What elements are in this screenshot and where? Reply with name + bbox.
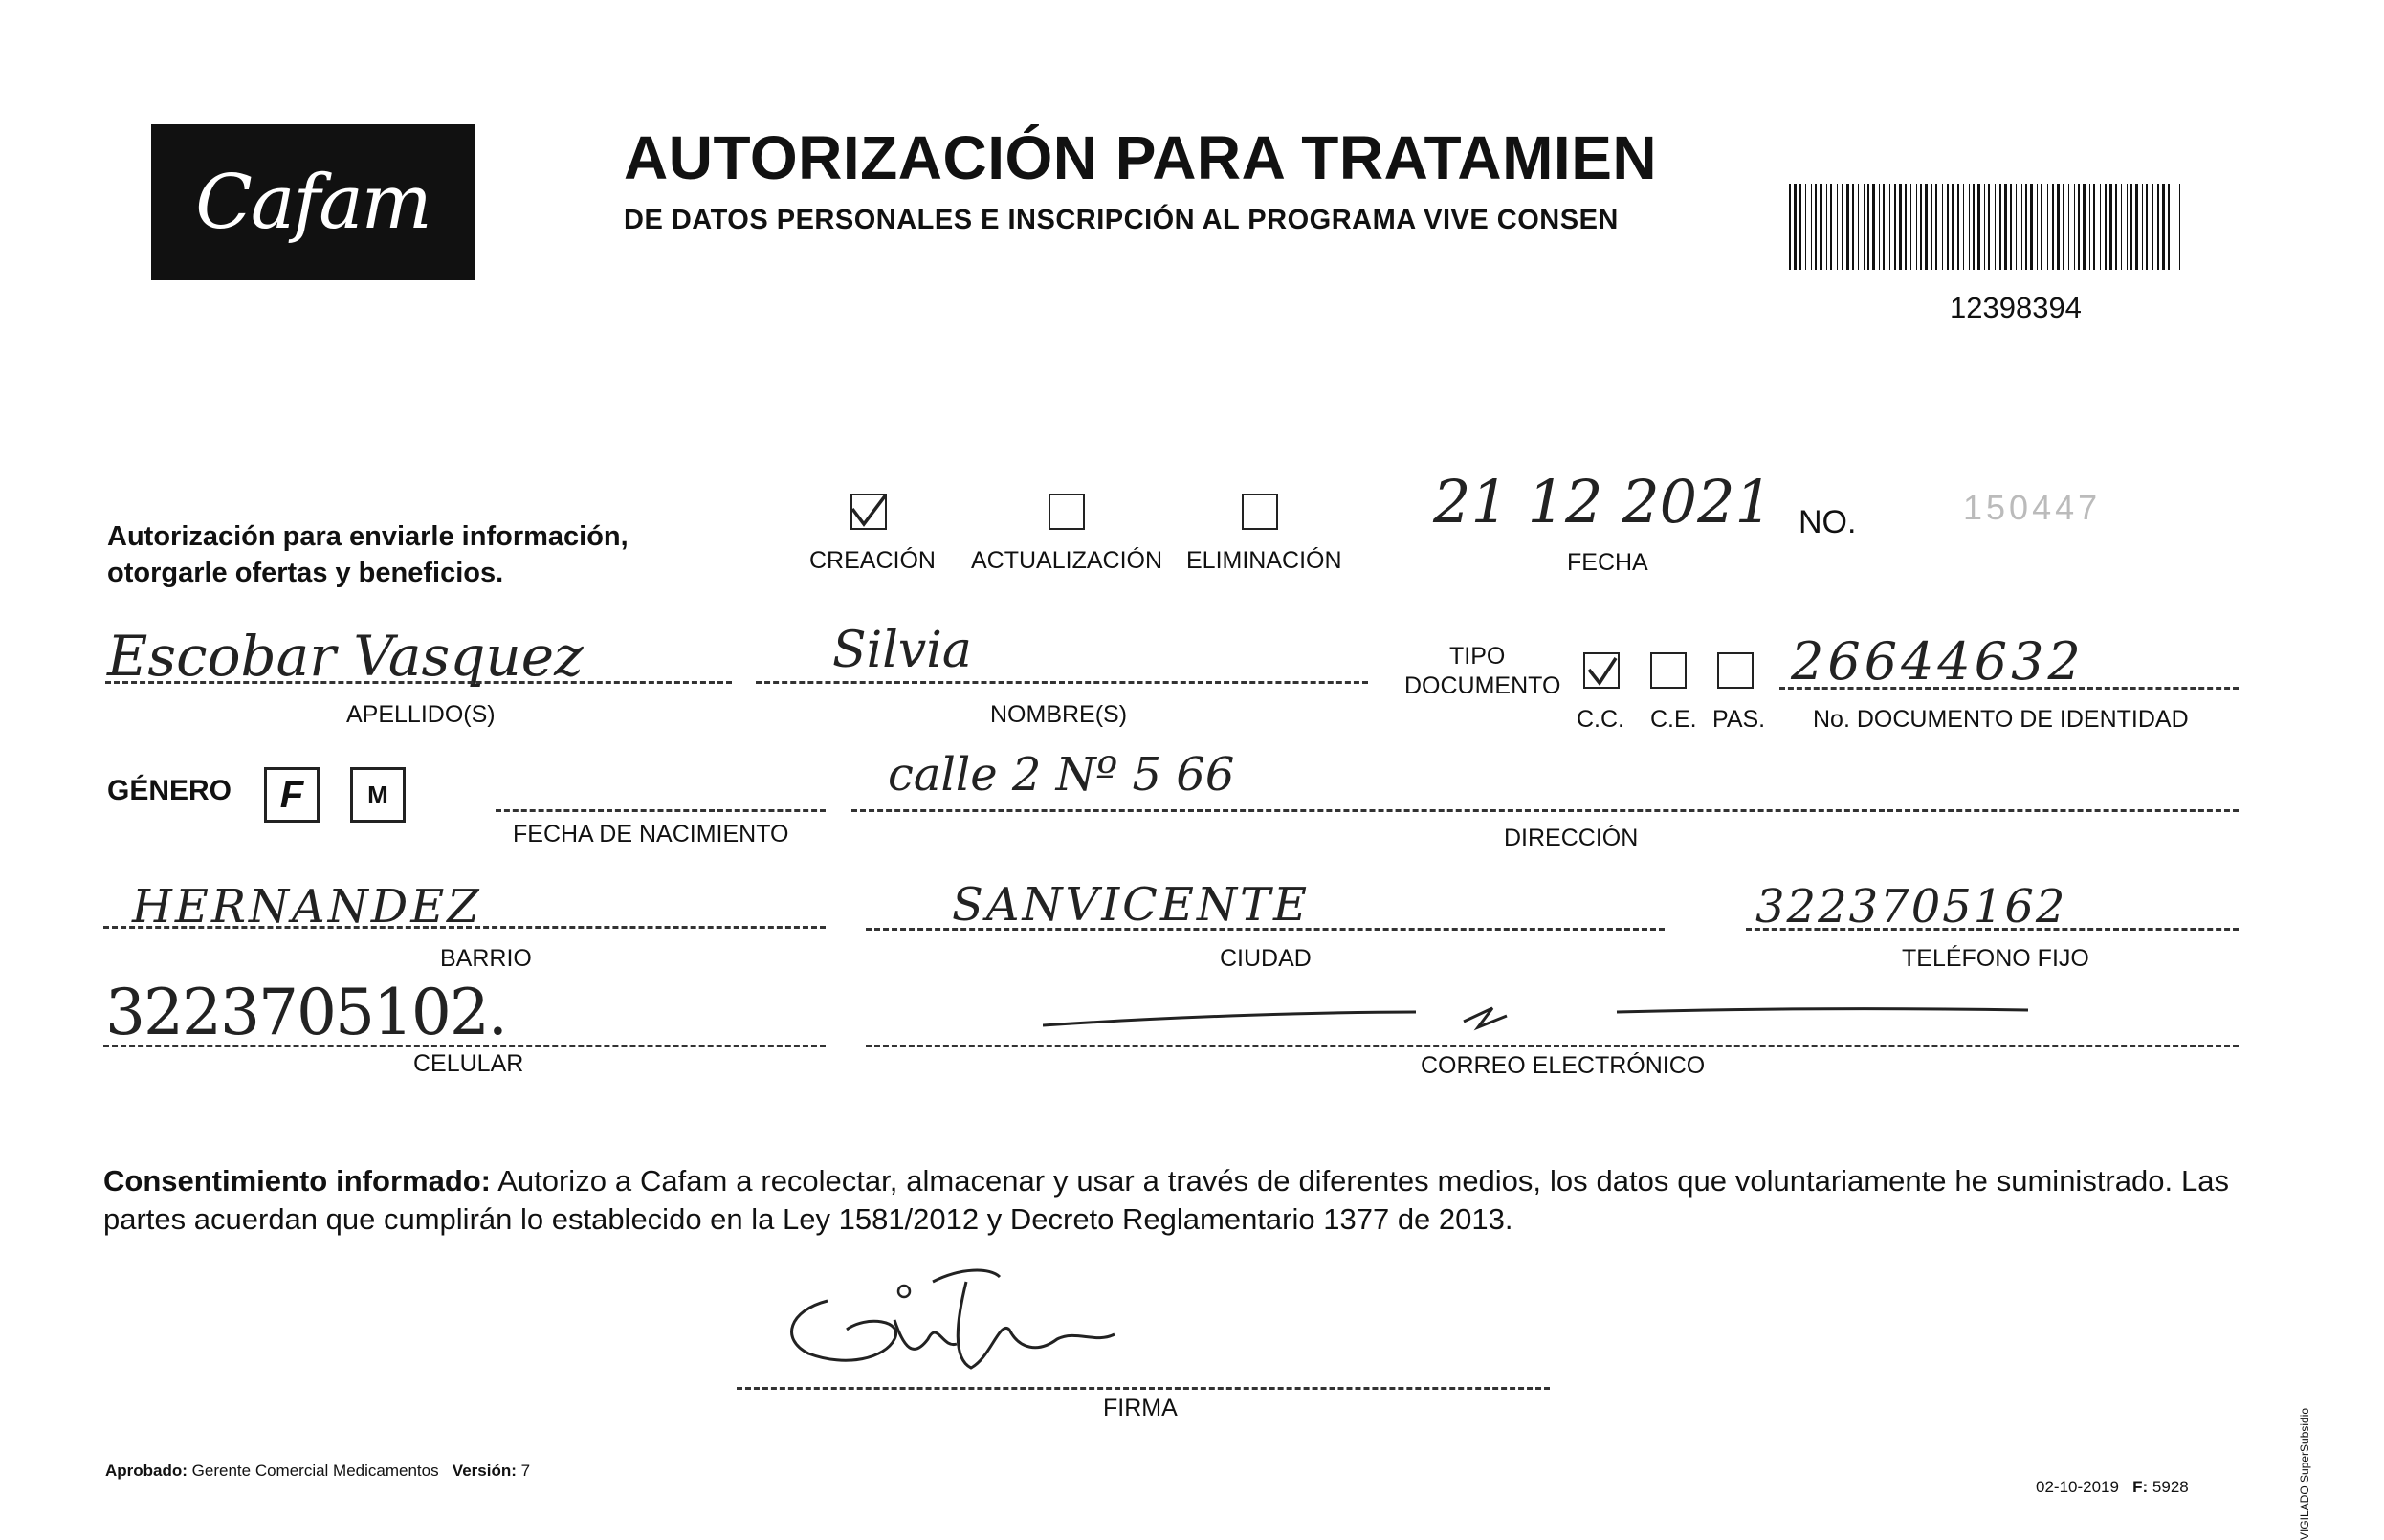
barcode-bar — [1925, 184, 1928, 270]
genero-m-text: M — [367, 780, 388, 809]
barcode-bar — [2152, 184, 2153, 270]
cc-label: C.C. — [1577, 706, 1624, 733]
form-title: AUTORIZACIÓN PARA TRATAMIEN — [624, 123, 1658, 192]
version-value: 7 — [520, 1462, 531, 1480]
no-value: 150447 — [1963, 488, 2102, 527]
genero-m-box[interactable] — [350, 767, 406, 823]
consent-text — [103, 1162, 2229, 1239]
pas-label: PAS. — [1712, 706, 1766, 733]
barcode-bar — [1931, 184, 1932, 270]
celular-value[interactable]: 3223705102. — [105, 976, 506, 1049]
fecha-value[interactable]: 21 12 2021 — [1433, 467, 1773, 537]
barcode-bar — [1942, 184, 1943, 270]
tipo-documento-label-1: TIPO — [1449, 643, 1506, 670]
apellidos-label: APELLIDO(S) — [346, 701, 496, 728]
barcode-bar — [1889, 184, 1890, 270]
telefono-value[interactable]: 3223705162 — [1755, 880, 2067, 934]
telefono-label: TELÉFONO FIJO — [1902, 945, 2089, 972]
barcode-bar — [2010, 184, 2012, 270]
form-value: 5928 — [2152, 1478, 2189, 1496]
tipo-documento-label-2: DOCUMENTO — [1404, 672, 1561, 699]
barcode-bar — [1963, 184, 1964, 270]
eliminacion-label: ELIMINACIÓN — [1186, 547, 1342, 574]
creacion-checkbox[interactable] — [850, 494, 887, 530]
barcode-bar — [2068, 184, 2069, 270]
barcode-bar — [2142, 184, 2143, 270]
barcode-bar — [1905, 184, 1907, 270]
eliminacion-checkbox[interactable] — [1242, 494, 1278, 530]
form-subtitle: DE DATOS PERSONALES E INSCRIPCIÓN AL PROGRAMA VIVE CONSEN — [624, 205, 1619, 235]
celular-label: CELULAR — [413, 1050, 524, 1077]
barcode-bar — [1837, 184, 1838, 270]
barcode-bar — [1872, 184, 1875, 270]
signature-line — [737, 1387, 1550, 1390]
correo-strikeout — [1043, 995, 2038, 1043]
barcode-bar — [2115, 184, 2117, 270]
form-label: F: — [2132, 1478, 2149, 1496]
ciudad-value[interactable]: SANVICENTE — [952, 878, 1310, 932]
creacion-label: CREACIÓN — [809, 547, 936, 574]
pas-checkbox[interactable] — [1717, 652, 1754, 689]
nombre-value[interactable]: Silvia — [832, 622, 972, 679]
barcode-bar — [1916, 184, 1917, 270]
barcode-bar — [2105, 184, 2107, 270]
barcode-bar — [1910, 184, 1911, 270]
barcode-bar — [2135, 184, 2138, 270]
barcode-graphic — [1789, 184, 2183, 270]
correo-label: CORREO ELECTRÓNICO — [1421, 1052, 1706, 1079]
barcode-bar — [2127, 184, 2128, 270]
barcode-bar — [1867, 184, 1869, 270]
barcode-bar — [1811, 184, 1812, 270]
logo-text: Cafam — [195, 159, 430, 246]
barcode-bar — [2004, 184, 2007, 270]
aprobado-value: Gerente Comercial Medicamentos — [191, 1462, 439, 1480]
cc-checkbox[interactable] — [1583, 652, 1620, 689]
barcode-bar — [1842, 184, 1843, 270]
barcode-bar — [1864, 184, 1865, 270]
barcode-bar — [2016, 184, 2017, 270]
barcode-bar — [2168, 184, 2170, 270]
footer-approval — [105, 1462, 530, 1481]
barcode-bar — [2074, 184, 2075, 270]
barcode-bar — [2093, 184, 2095, 270]
barcode-bar — [2030, 184, 2033, 270]
no-label: NO. — [1799, 504, 1857, 540]
barcode-number: 12398394 — [1950, 291, 2082, 324]
barcode-bar — [2063, 184, 2064, 270]
apellidos-line — [105, 681, 732, 684]
telefono-line — [1746, 928, 2239, 931]
barcode-bar — [2047, 184, 2048, 270]
direccion-value[interactable]: calle 2 Nº 5 66 — [888, 748, 1235, 802]
check-mark-icon — [849, 492, 885, 528]
ce-checkbox[interactable] — [1650, 652, 1687, 689]
barcode-bar — [1894, 184, 1896, 270]
actualizacion-checkbox[interactable] — [1049, 494, 1085, 530]
barcode-bar — [2021, 184, 2022, 270]
barcode-bar — [1984, 184, 1985, 270]
barcode-bar — [1820, 184, 1822, 270]
barcode-bar — [1858, 184, 1859, 270]
barcode-bar — [1883, 184, 1885, 270]
footer-date: 02-10-2019 — [2036, 1478, 2119, 1496]
direccion-line — [851, 809, 2239, 812]
barcode-bar — [1794, 184, 1797, 270]
barcode-bar — [2162, 184, 2165, 270]
barcode-bar — [1988, 184, 1990, 270]
barcode-bar — [2179, 184, 2180, 270]
barcode-bar — [2109, 184, 2112, 270]
authorization-intro-line1: Autorización para enviarle información, — [107, 521, 629, 552]
genero-f-text: F — [279, 773, 304, 816]
nombre-line — [756, 681, 1368, 684]
barrio-line — [103, 926, 826, 929]
footer-date-form — [2036, 1478, 2189, 1497]
barcode-bar — [2078, 184, 2080, 270]
barcode-bar — [1815, 184, 1817, 270]
barcode-bar — [2037, 184, 2038, 270]
apellidos-value[interactable]: Escobar Vasquez — [107, 624, 584, 689]
fecha-nacimiento-line — [496, 809, 826, 812]
ciudad-line — [866, 928, 1665, 931]
barcode-bar — [1973, 184, 1975, 270]
barcode-bar — [1952, 184, 1954, 270]
barcode-bar — [1805, 184, 1806, 270]
barcode-bar — [2052, 184, 2054, 270]
signature-scribble — [770, 1263, 1134, 1387]
signature-label: FIRMA — [1103, 1395, 1178, 1421]
genero-f-box[interactable] — [264, 767, 320, 823]
barcode-bar — [1799, 184, 1801, 270]
documento-value[interactable]: 26644632 — [1791, 631, 2085, 692]
ce-label: C.E. — [1650, 706, 1697, 733]
barcode-bar — [1957, 184, 1959, 270]
barrio-label: BARRIO — [440, 945, 532, 972]
barcode-bar — [1947, 184, 1949, 270]
barcode-bar — [2057, 184, 2060, 270]
authorization-intro-line2: otorgarle ofertas y beneficios. — [107, 558, 504, 588]
correo-line — [866, 1045, 2239, 1047]
consent-body: Autorizo a Cafam a recolectar, almacenar y usar a través de diferentes medios, los datos que voluntariamente he suministrado. Las partes acuerdan que cumplirán lo establecido en la Ley 1581/2012 y Decreto Reglamentario 1377 de 2013. — [103, 1164, 2229, 1236]
barcode-bar — [1995, 184, 1996, 270]
vigilado-vertical-text: VIGILADO SuperSubsidio — [2298, 1407, 2311, 1540]
barcode-bar — [1830, 184, 1832, 270]
barrio-value[interactable]: HERNANDEZ — [132, 880, 482, 934]
barcode-bar — [2157, 184, 2159, 270]
barcode-bar — [2130, 184, 2132, 270]
barcode-bar — [1977, 184, 1980, 270]
documento-label: No. DOCUMENTO DE IDENTIDAD — [1813, 706, 2189, 733]
barcode-bar — [2146, 184, 2148, 270]
barcode-bar — [1879, 184, 1880, 270]
barcode-bar — [2089, 184, 2090, 270]
cafam-logo — [151, 124, 475, 280]
aprobado-label: Aprobado: — [105, 1462, 188, 1480]
check-mark-icon — [1585, 654, 1620, 689]
barcode-bar — [1789, 184, 1791, 270]
genero-label: GÉNERO — [107, 775, 232, 806]
actualizacion-label: ACTUALIZACIÓN — [971, 547, 1163, 574]
barcode-bar — [2041, 184, 2042, 270]
authorization-intro — [107, 518, 629, 591]
barcode-bar — [2100, 184, 2101, 270]
barcode-bar — [2083, 184, 2086, 270]
barcode-bar — [1935, 184, 1937, 270]
ciudad-label: CIUDAD — [1220, 945, 1312, 972]
barcode-bar — [2025, 184, 2027, 270]
nombre-label: NOMBRE(S) — [990, 701, 1128, 728]
barcode-bar — [1899, 184, 1902, 270]
barcode-bar — [1969, 184, 1970, 270]
barcode-bar — [1852, 184, 1854, 270]
consent-heading: Consentimiento informado: — [103, 1164, 492, 1198]
direccion-label: DIRECCIÓN — [1504, 825, 1639, 851]
barcode-bar — [1999, 184, 2001, 270]
barcode-bar — [2121, 184, 2122, 270]
barcode-bar — [1846, 184, 1849, 270]
celular-line — [103, 1045, 826, 1047]
version-label: Versión: — [452, 1462, 517, 1480]
barcode-bar — [1826, 184, 1827, 270]
documento-line — [1779, 687, 2239, 690]
fecha-label: FECHA — [1567, 549, 1648, 576]
barcode-bar — [1920, 184, 1922, 270]
fecha-nacimiento-label: FECHA DE NACIMIENTO — [513, 821, 789, 847]
